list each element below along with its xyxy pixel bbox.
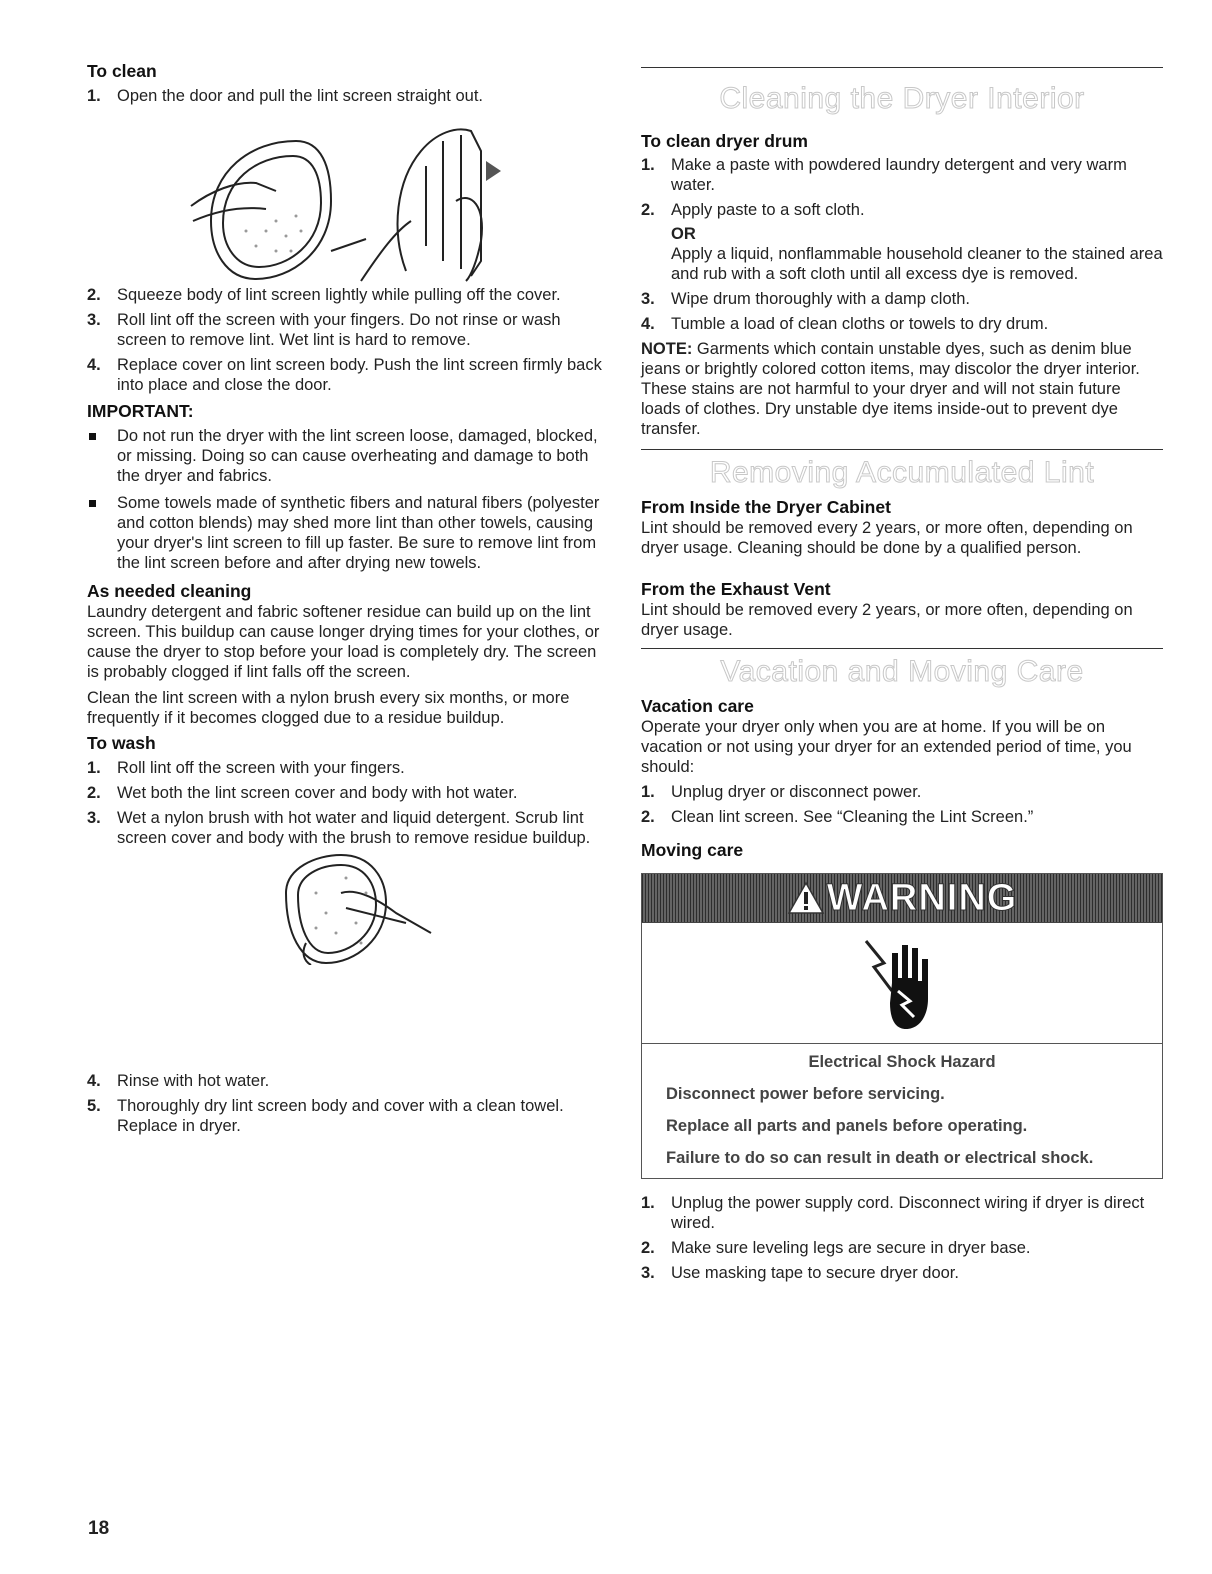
clean-drum-steps (641, 155, 1163, 334)
list-item: 2. Wet both the lint screen cover and body with hot water. (87, 784, 518, 802)
lint-screen-removal-icon (181, 111, 511, 283)
list-item: 2. Clean lint screen. See “Cleaning the Lint Screen.” (641, 808, 1034, 826)
list-item: 3. Wipe drum thoroughly with a damp cloth. (641, 290, 970, 308)
electrical-shock-icon (862, 933, 942, 1033)
to-wash-steps (87, 758, 605, 848)
as-needed-heading: As needed cleaning (87, 581, 252, 601)
to-clean-heading: To clean (87, 61, 157, 81)
to-clean-steps (87, 285, 605, 395)
cabinet-heading: From Inside the Dryer Cabinet (641, 497, 891, 517)
list-item: 1. Unplug the power supply cord. Disconnect wiring if dryer is direct wired. (641, 1194, 1145, 1232)
as-needed-paragraph-2: Clean the lint screen with a nylon brush every six months, or more frequently if it becomes clogged due to a residue buildup. (87, 689, 570, 727)
list-item: Do not run the dryer with the lint screen loose, damaged, blocked, or missing. Doing so can cause overheating and damage to both the dryer and fabrics. (87, 426, 605, 486)
lint-screen-removal-illustration (87, 111, 605, 283)
warning-line: Disconnect power before servicing. (666, 1085, 945, 1103)
to-clean-step1-list (87, 86, 605, 106)
warning-box (641, 873, 1163, 1179)
left-column (87, 60, 605, 1141)
vent-text: Lint should be removed every 2 years, or more often, depending on dryer usage. (641, 601, 1133, 639)
warning-triangle-icon (787, 881, 825, 915)
list-item: 4. Rinse with hot water. (87, 1072, 270, 1090)
warning-header (642, 874, 1162, 923)
list-item: 1. Unplug dryer or disconnect power. (641, 783, 922, 801)
section-banner-vacation: Vacation and Moving Care (720, 655, 1084, 688)
list-item: 5. Thoroughly dry lint screen body and cover with a clean towel. Replace in dryer. (87, 1097, 564, 1135)
important-bullets (87, 426, 605, 573)
list-item: 2. Squeeze body of lint screen lightly while pulling off the cover. (87, 286, 561, 304)
hazard-title: Electrical Shock Hazard (808, 1053, 996, 1071)
vacation-heading: Vacation care (641, 696, 754, 716)
list-item: 1. Roll lint off the screen with your fingers. (87, 759, 405, 777)
warning-title: WARNING (826, 877, 1018, 919)
section-banner-interior: Cleaning the Dryer Interior (719, 82, 1085, 115)
list-item: Some towels made of synthetic fibers and natural fibers (polyester and cotton blends) may shed more lint than other towels, causing your dryer's lint screen to fill up faster. Be sure to remove lint from the lint screen before and after drying new towels. (87, 493, 605, 573)
section-banner-lint: Removing Accumulated Lint (709, 456, 1095, 489)
warning-line: Replace all parts and panels before operating. (666, 1117, 1028, 1135)
to-wash-steps-after (87, 1071, 605, 1136)
brush-scrub-icon (246, 853, 446, 965)
warning-body (642, 1044, 1162, 1178)
list-item: 3. Wet a nylon brush with hot water and liquid detergent. Scrub lint screen cover and body with the brush to remove residue buildup. (87, 809, 591, 847)
list-item: 4. Tumble a load of clean cloths or towels to dry drum. (641, 315, 1049, 333)
alt-instruction: Apply a liquid, nonflammable household cleaner to the stained area and rub with a soft cloth until all excess dye is removed. (671, 245, 1163, 283)
warning-line: Failure to do so can result in death or electrical shock. (666, 1149, 1094, 1167)
as-needed-paragraph: Laundry detergent and fabric softener residue can build up on the lint screen. This buildup can cause longer drying times for your clothes, or cause the dryer to stop before your load is completely dry. The screen is probably clogged if lint falls off the screen. (87, 603, 600, 681)
list-item: 2. Apply paste to a soft cloth. OR Apply a liquid, nonflammable household cleaner to the stained area and rub with a soft cloth until all excess dye is removed. (641, 201, 1163, 283)
important-heading: IMPORTANT: (87, 401, 194, 421)
to-wash-heading: To wash (87, 733, 156, 753)
list-item: 3. Roll lint off the screen with your fingers. Do not rinse or wash screen to remove lint. Wet lint is hard to remove. (87, 311, 561, 349)
right-column (641, 67, 1163, 1288)
moving-steps (641, 1193, 1163, 1283)
shock-hazard-illustration (642, 923, 1162, 1044)
list-item: 4. Replace cover on lint screen body. Push the lint screen firmly back into place and close the door. (87, 356, 602, 394)
vacation-text: Operate your dryer only when you are at home. If you will be on vacation or not using your dryer for an extended period of time, you should: (641, 718, 1132, 776)
list-item: 1. Open the door and pull the lint screen straight out. (87, 87, 483, 105)
page-number: 18 (88, 1518, 110, 1539)
vacation-steps (641, 782, 1163, 827)
list-item: 3. Use masking tape to secure dryer door. (641, 1264, 959, 1282)
clean-drum-heading: To clean dryer drum (641, 131, 808, 151)
lint-screen-washing-illustration (87, 853, 605, 965)
or-label: OR (671, 225, 696, 243)
moving-heading: Moving care (641, 840, 744, 860)
list-item: 2. Make sure leveling legs are secure in dryer base. (641, 1239, 1031, 1257)
vent-heading: From the Exhaust Vent (641, 579, 831, 599)
cabinet-text: Lint should be removed every 2 years, or more often, depending on dryer usage. Cleaning should be done by a qualified person. (641, 519, 1133, 557)
list-item: 1. Make a paste with powdered laundry detergent and very warm water. (641, 156, 1127, 194)
dye-note: NOTE: Garments which contain unstable dyes, such as denim blue jeans or brightly colored cotton items, may discolor the dryer interior. These stains are not harmful to your dryer and will not stain future loads of clothes. Dry unstable dye items inside-out to prevent dye transfer. (641, 340, 1140, 438)
